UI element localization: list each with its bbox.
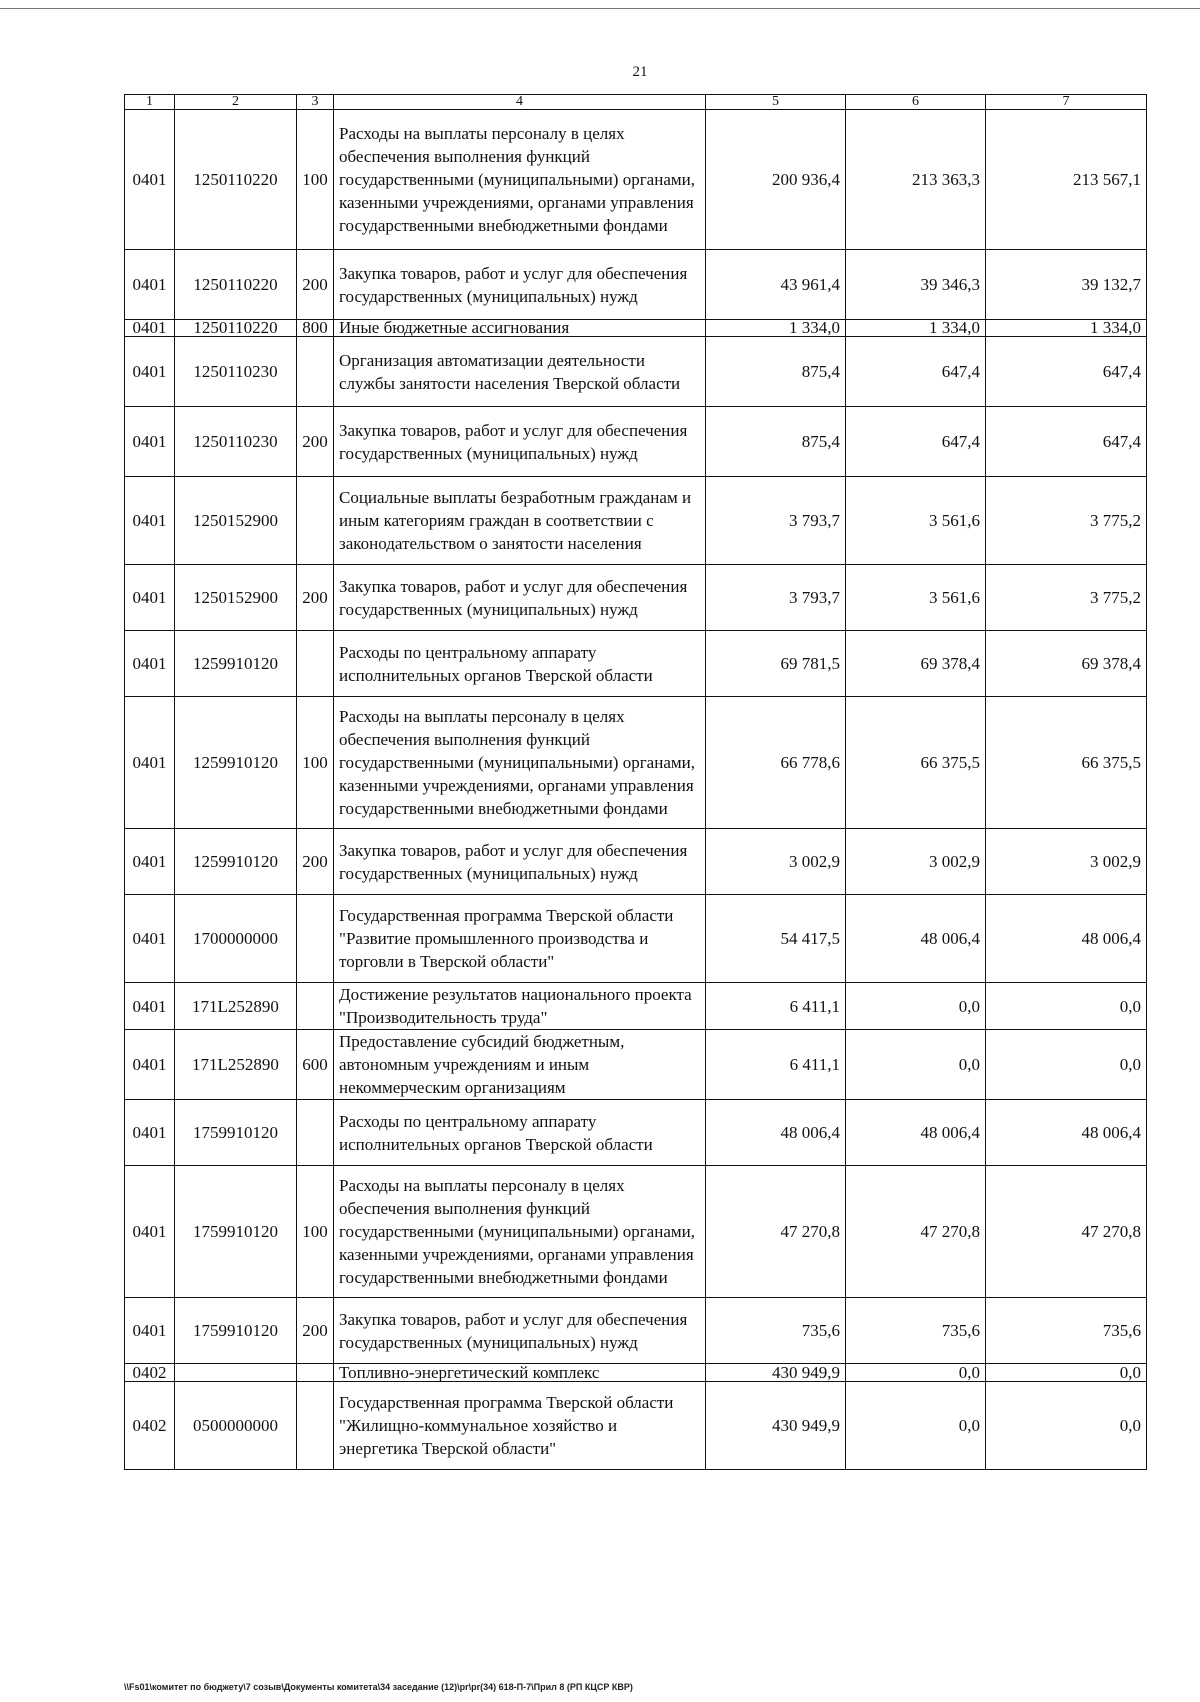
table-row <box>125 829 1147 895</box>
table-row <box>125 631 1147 697</box>
table-row <box>125 1030 1147 1100</box>
cell-amount-col5: 430 949,9 <box>706 1382 846 1470</box>
col-header-7: 7 <box>986 95 1147 110</box>
cell-name: Топливно-энергетический комплекс <box>334 1364 706 1382</box>
cell-target-code: 1250110220 <box>175 250 297 320</box>
cell-section: 0401 <box>125 829 175 895</box>
table-row <box>125 565 1147 631</box>
cell-target-code <box>175 1364 297 1382</box>
cell-amount-col7: 0,0 <box>986 1030 1147 1100</box>
cell-name: Закупка товаров, работ и услуг для обеспечения государственных (муниципальных) нужд <box>334 250 706 320</box>
cell-amount-col5: 6 411,1 <box>706 983 846 1030</box>
cell-name: Иные бюджетные ассигнования <box>334 320 706 337</box>
cell-name: Закупка товаров, работ и услуг для обеспечения государственных (муниципальных) нужд <box>334 407 706 477</box>
cell-section: 0401 <box>125 477 175 565</box>
cell-amount-col7: 69 378,4 <box>986 631 1147 697</box>
cell-amount-col5: 735,6 <box>706 1298 846 1364</box>
table-row <box>125 983 1147 1030</box>
cell-amount-col7: 0,0 <box>986 983 1147 1030</box>
cell-amount-col7: 3 775,2 <box>986 477 1147 565</box>
cell-name: Достижение результатов национального проекта "Производительность труда" <box>334 983 706 1030</box>
table-row <box>125 337 1147 407</box>
cell-amount-col5: 875,4 <box>706 337 846 407</box>
cell-expense-type <box>297 477 334 565</box>
cell-name: Расходы на выплаты персоналу в целях обеспечения выполнения функций государственными (муниципальными) органами, казенными учреждениями, органами управления государственными внебюджетными фондами <box>334 1166 706 1298</box>
cell-amount-col6: 39 346,3 <box>846 250 986 320</box>
cell-amount-col6: 1 334,0 <box>846 320 986 337</box>
cell-target-code: 1250152900 <box>175 565 297 631</box>
cell-amount-col7: 3 002,9 <box>986 829 1147 895</box>
cell-target-code: 1250110220 <box>175 110 297 250</box>
cell-amount-col6: 647,4 <box>846 407 986 477</box>
cell-expense-type <box>297 1382 334 1470</box>
cell-name: Закупка товаров, работ и услуг для обеспечения государственных (муниципальных) нужд <box>334 1298 706 1364</box>
cell-section: 0401 <box>125 1166 175 1298</box>
cell-expense-type <box>297 1100 334 1166</box>
cell-amount-col5: 54 417,5 <box>706 895 846 983</box>
cell-section: 0401 <box>125 895 175 983</box>
cell-amount-col6: 735,6 <box>846 1298 986 1364</box>
cell-amount-col6: 3 002,9 <box>846 829 986 895</box>
cell-name: Расходы по центральному аппарату исполнительных органов Тверской области <box>334 1100 706 1166</box>
cell-target-code: 1759910120 <box>175 1166 297 1298</box>
cell-amount-col6: 69 378,4 <box>846 631 986 697</box>
cell-amount-col7: 735,6 <box>986 1298 1147 1364</box>
cell-amount-col5: 430 949,9 <box>706 1364 846 1382</box>
col-header-4: 4 <box>334 95 706 110</box>
cell-amount-col7: 3 775,2 <box>986 565 1147 631</box>
cell-section: 0401 <box>125 1298 175 1364</box>
cell-amount-col6: 47 270,8 <box>846 1166 986 1298</box>
cell-amount-col7: 39 132,7 <box>986 250 1147 320</box>
table-row <box>125 1166 1147 1298</box>
cell-name: Закупка товаров, работ и услуг для обеспечения государственных (муниципальных) нужд <box>334 829 706 895</box>
cell-amount-col7: 47 270,8 <box>986 1166 1147 1298</box>
cell-amount-col5: 3 002,9 <box>706 829 846 895</box>
cell-amount-col6: 48 006,4 <box>846 1100 986 1166</box>
table-row <box>125 895 1147 983</box>
page-number: 21 <box>632 64 648 80</box>
cell-amount-col5: 6 411,1 <box>706 1030 846 1100</box>
cell-section: 0401 <box>125 631 175 697</box>
cell-amount-col7: 0,0 <box>986 1382 1147 1470</box>
cell-amount-col5: 200 936,4 <box>706 110 846 250</box>
cell-amount-col5: 69 781,5 <box>706 631 846 697</box>
col-header-3: 3 <box>297 95 334 110</box>
cell-section: 0401 <box>125 337 175 407</box>
table-body <box>125 110 1147 1470</box>
cell-name: Организация автоматизации деятельности службы занятости населения Тверской области <box>334 337 706 407</box>
cell-name: Государственная программа Тверской области "Жилищно-коммунальное хозяйство и энергетика Тверской области" <box>334 1382 706 1470</box>
cell-name: Расходы на выплаты персоналу в целях обеспечения выполнения функций государственными (муниципальными) органами, казенными учреждениями, органами управления государственными внебюджетными фондами <box>334 697 706 829</box>
cell-expense-type <box>297 631 334 697</box>
cell-amount-col7: 647,4 <box>986 337 1147 407</box>
cell-amount-col7: 0,0 <box>986 1364 1147 1382</box>
cell-target-code: 1259910120 <box>175 697 297 829</box>
col-header-6: 6 <box>846 95 986 110</box>
cell-section: 0401 <box>125 565 175 631</box>
cell-expense-type <box>297 1364 334 1382</box>
cell-name: Предоставление субсидий бюджетным, автономным учреждениям и иным некоммерческим организациям <box>334 1030 706 1100</box>
cell-amount-col6: 213 363,3 <box>846 110 986 250</box>
cell-target-code: 171L252890 <box>175 1030 297 1100</box>
table-row <box>125 1364 1147 1382</box>
cell-amount-col6: 3 561,6 <box>846 565 986 631</box>
table-row <box>125 1100 1147 1166</box>
cell-target-code: 1259910120 <box>175 829 297 895</box>
cell-expense-type: 100 <box>297 110 334 250</box>
table-row <box>125 110 1147 250</box>
cell-amount-col6: 647,4 <box>846 337 986 407</box>
cell-section: 0401 <box>125 697 175 829</box>
cell-amount-col5: 66 778,6 <box>706 697 846 829</box>
cell-expense-type: 100 <box>297 1166 334 1298</box>
cell-amount-col6: 66 375,5 <box>846 697 986 829</box>
cell-amount-col7: 647,4 <box>986 407 1147 477</box>
col-header-5: 5 <box>706 95 846 110</box>
cell-expense-type: 200 <box>297 407 334 477</box>
scan-top-rule <box>0 8 1200 9</box>
cell-amount-col5: 3 793,7 <box>706 477 846 565</box>
cell-amount-col6: 3 561,6 <box>846 477 986 565</box>
cell-target-code: 1250110230 <box>175 337 297 407</box>
cell-expense-type <box>297 983 334 1030</box>
cell-expense-type: 200 <box>297 1298 334 1364</box>
table-row <box>125 697 1147 829</box>
cell-expense-type: 100 <box>297 697 334 829</box>
column-number-row <box>125 95 1147 110</box>
cell-section: 0401 <box>125 983 175 1030</box>
cell-target-code: 171L252890 <box>175 983 297 1030</box>
cell-target-code: 1250152900 <box>175 477 297 565</box>
cell-amount-col7: 48 006,4 <box>986 895 1147 983</box>
cell-amount-col5: 1 334,0 <box>706 320 846 337</box>
cell-amount-col7: 1 334,0 <box>986 320 1147 337</box>
cell-expense-type: 600 <box>297 1030 334 1100</box>
cell-section: 0401 <box>125 407 175 477</box>
cell-name: Социальные выплаты безработным гражданам и иным категориям граждан в соответствии с законодательством о занятости населения <box>334 477 706 565</box>
file-path-footer: \\Fs01\комитет по бюджету\7 созыв\Документы комитета\34 заседание (12)\pr\pr(34) 618-П-7\Прил 8 (РП КЦСР КВР) <box>124 1682 633 1692</box>
cell-section: 0401 <box>125 320 175 337</box>
cell-expense-type: 800 <box>297 320 334 337</box>
cell-section: 0401 <box>125 110 175 250</box>
cell-amount-col5: 48 006,4 <box>706 1100 846 1166</box>
cell-expense-type: 200 <box>297 565 334 631</box>
cell-target-code: 0500000000 <box>175 1382 297 1470</box>
cell-section: 0401 <box>125 1100 175 1166</box>
cell-target-code: 1250110230 <box>175 407 297 477</box>
cell-target-code: 1250110220 <box>175 320 297 337</box>
cell-amount-col5: 875,4 <box>706 407 846 477</box>
cell-amount-col7: 213 567,1 <box>986 110 1147 250</box>
table-row <box>125 1298 1147 1364</box>
cell-name: Закупка товаров, работ и услуг для обеспечения государственных (муниципальных) нужд <box>334 565 706 631</box>
cell-amount-col5: 3 793,7 <box>706 565 846 631</box>
cell-amount-col7: 48 006,4 <box>986 1100 1147 1166</box>
cell-amount-col7: 66 375,5 <box>986 697 1147 829</box>
cell-section: 0402 <box>125 1364 175 1382</box>
cell-expense-type: 200 <box>297 829 334 895</box>
cell-section: 0402 <box>125 1382 175 1470</box>
col-header-2: 2 <box>175 95 297 110</box>
cell-amount-col6: 0,0 <box>846 1382 986 1470</box>
cell-amount-col5: 43 961,4 <box>706 250 846 320</box>
cell-amount-col6: 0,0 <box>846 1030 986 1100</box>
cell-expense-type <box>297 337 334 407</box>
table-row <box>125 320 1147 337</box>
cell-target-code: 1759910120 <box>175 1100 297 1166</box>
cell-target-code: 1759910120 <box>175 1298 297 1364</box>
cell-name: Расходы на выплаты персоналу в целях обеспечения выполнения функций государственными (муниципальными) органами, казенными учреждениями, органами управления государственными внебюджетными фондами <box>334 110 706 250</box>
cell-section: 0401 <box>125 250 175 320</box>
cell-amount-col6: 0,0 <box>846 1364 986 1382</box>
cell-amount-col6: 0,0 <box>846 983 986 1030</box>
cell-name: Государственная программа Тверской области "Развитие промышленного производства и торговли в Тверской области" <box>334 895 706 983</box>
table-row <box>125 250 1147 320</box>
cell-section: 0401 <box>125 1030 175 1100</box>
cell-expense-type: 200 <box>297 250 334 320</box>
cell-amount-col6: 48 006,4 <box>846 895 986 983</box>
cell-expense-type <box>297 895 334 983</box>
cell-target-code: 1700000000 <box>175 895 297 983</box>
cell-name: Расходы по центральному аппарату исполнительных органов Тверской области <box>334 631 706 697</box>
col-header-1: 1 <box>125 95 175 110</box>
table-row <box>125 407 1147 477</box>
budget-table <box>124 94 1147 1470</box>
cell-amount-col5: 47 270,8 <box>706 1166 846 1298</box>
table-row <box>125 477 1147 565</box>
table-row <box>125 1382 1147 1470</box>
cell-target-code: 1259910120 <box>175 631 297 697</box>
